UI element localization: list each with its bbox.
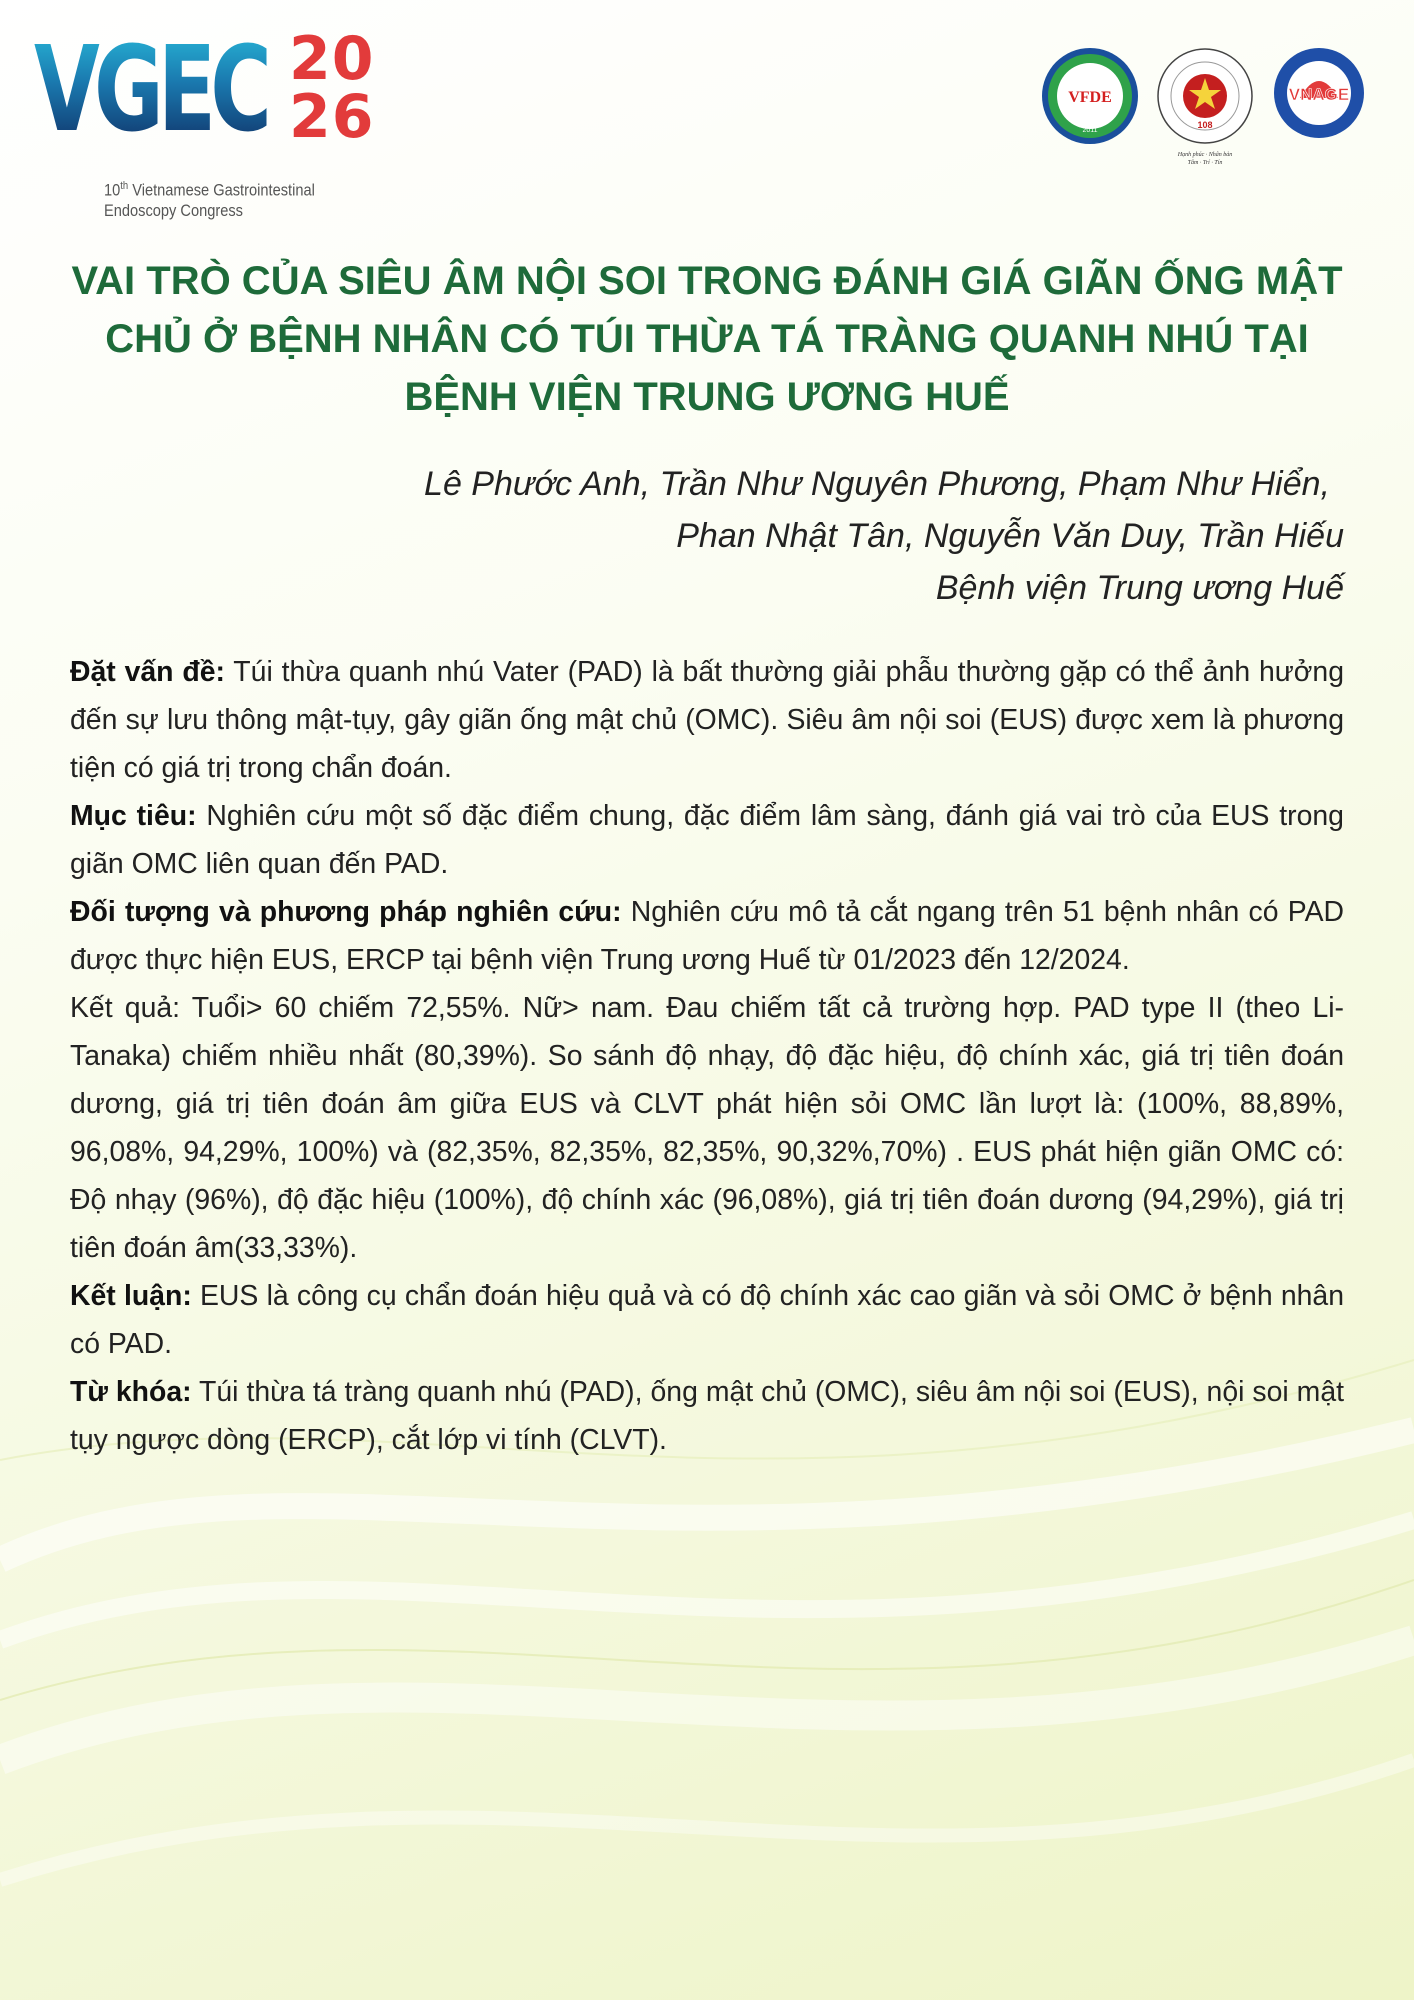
objective-text: Nghiên cứu một số đặc điểm chung, đặc điểm lâm sàng, đánh giá vai trò của EUS trong giãn OMC liên quan đến PAD. <box>70 800 1344 880</box>
objective-paragraph <box>70 792 1344 888</box>
affiliation: Bệnh viện Trung ương Huế <box>935 569 1344 607</box>
authors-block <box>70 458 1344 614</box>
conclusion-paragraph <box>70 1272 1344 1368</box>
keywords-text: Túi thừa tá tràng quanh nhú (PAD), ống mật chủ (OMC), siêu âm nội soi (EUS), nội soi mật tụy ngược dòng (ERCP), cắt lớp vi tính (CLVT). <box>70 1376 1344 1456</box>
hospital-108-logo <box>1155 46 1255 166</box>
conclusion-text: EUS là công cụ chẩn đoán hiệu quả và có độ chính xác cao giãn và sỏi OMC ở bệnh nhân có PAD. <box>70 1280 1345 1360</box>
background-paragraph <box>70 648 1344 792</box>
keywords-label: Từ khóa: <box>70 1376 192 1408</box>
svg-text:2011: 2011 <box>1082 127 1098 134</box>
background-text: Túi thừa quanh nhú Vater (PAD) là bất thường giải phẫu thường gặp có thể ảnh hưởng đến sự lưu thông mật-tụy, gây giãn ống mật chủ (OMC). Siêu âm nội soi (EUS) được xem là phương tiện có giá trị trong chẩn đoán. <box>70 656 1344 784</box>
methods-paragraph <box>70 888 1344 984</box>
svg-text:Tâm · Trí · Tín: Tâm · Trí · Tín <box>1187 160 1223 166</box>
methods-text: Nghiên cứu mô tả cắt ngang trên 51 bệnh nhân có PAD được thực hiện EUS, ERCP tại bệnh viện Trung ương Huế từ 01/2023 đến 12/2024. <box>70 896 1345 976</box>
logo-year: 20 26 <box>289 24 375 152</box>
abstract-body <box>70 648 1344 1464</box>
logo-subtitle: 10th Vietnamese Gastrointestinal Endoscopy Congress <box>104 180 315 220</box>
vgec-2026-logo <box>34 20 414 220</box>
keywords-paragraph <box>70 1368 1344 1464</box>
objective-label: Mục tiêu: <box>70 800 197 832</box>
results-paragraph: Kết quả: Tuổi> 60 chiếm 72,55%. Nữ> nam. Đau chiếm tất cả trường hợp. PAD type II (theo Li-Tanaka) chiếm nhiều nhất (80,39%). So sánh độ nhạy, độ đặc hiệu, độ chính xác, giá trị tiên đoán dương, giá trị tiên đoán âm giữa EUS và CLVT phát hiện sỏi OMC lần lượt là: (100%, 88,89%, 96,08%, 94,29%, 100%) và (82,35%, 82,35%, 82,35%, 90,32%,70%) . EUS phát hiện giãn OMC có: Độ nhạy (96%), độ đặc hiệu (100%), độ chính xác (96,08%), giá trị tiên đoán dương (94,29%), giá trị tiên đoán âm(33,33%). <box>70 992 1344 1264</box>
svg-text:VNAGE: VNAGE <box>1288 85 1350 104</box>
authors-line-1: Lê Phước Anh, Trần Như Nguyên Phương, Phạm Như Hiển, <box>424 465 1330 503</box>
vfde-logo <box>1040 46 1140 146</box>
page-title: VAI TRÒ CỦA SIÊU ÂM NỘI SOI TRONG ĐÁNH GIÁ GIÃN ỐNG MẬT CHỦ Ở BỆNH NHÂN CÓ TÚI THỪA TÁ TRÀNG QUANH NHÚ TẠI BỆNH VIỆN TRUNG ƯƠNG HUẾ <box>71 259 1343 419</box>
svg-text:Hạnh phúc · Nhân bản: Hạnh phúc · Nhân bản <box>1177 152 1233 158</box>
vnage-logo <box>1272 46 1366 140</box>
background-label: Đặt vấn đề: <box>70 656 225 688</box>
header <box>0 0 1414 240</box>
svg-text:VFDE: VFDE <box>1068 89 1112 106</box>
logo-brand: VGEC <box>34 20 267 158</box>
methods-label: Đối tượng và phương pháp nghiên cứu: <box>70 896 622 928</box>
conclusion-label: Kết luận: <box>70 1280 192 1312</box>
svg-text:108: 108 <box>1197 120 1213 130</box>
authors-line-2: Phan Nhật Tân, Nguyễn Văn Duy, Trần Hiếu <box>676 517 1344 555</box>
